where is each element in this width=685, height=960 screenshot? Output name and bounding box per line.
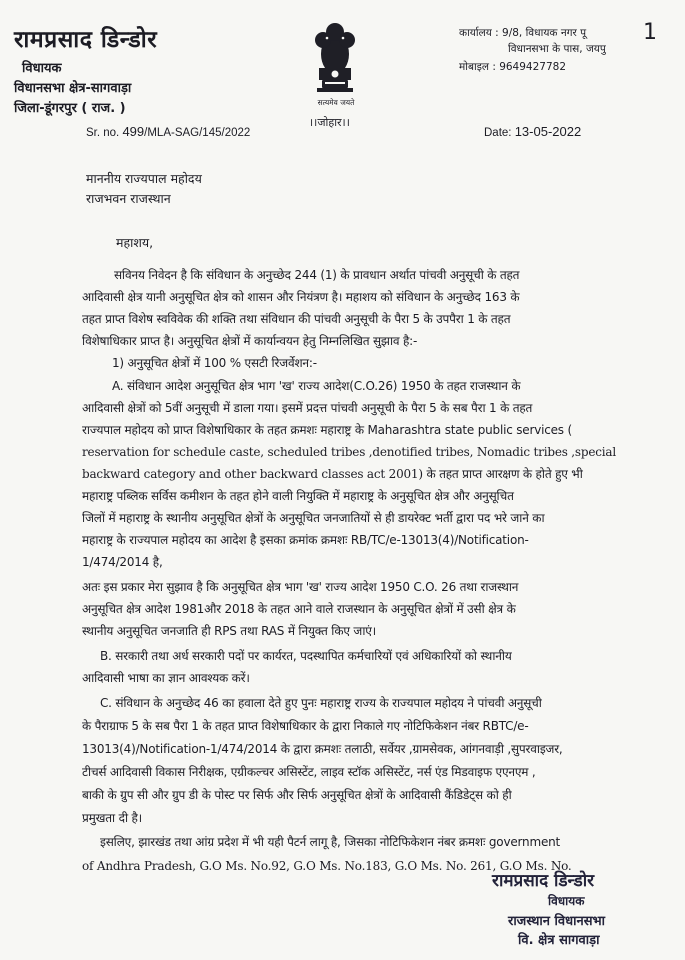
emblem-motto: सत्यमेव जयते xyxy=(317,98,355,107)
body-line: महाराष्ट्र पब्लिक सर्विस कमीशन के तहत होने वाली नियुक्ति में महाराष्ट्र के अनुसूचित क्षेत्र और अनुसूचित xyxy=(82,489,514,503)
state-emblem-icon xyxy=(301,14,367,104)
date-value: 13-05-2022 xyxy=(514,124,582,139)
sender-district: जिला-डूंगरपुर ( राज. ) xyxy=(14,101,126,116)
body-line: अतः इस प्रकार मेरा सुझाव है कि अनुसूचित क्षेत्र भाग 'ख' राज्य आदेश 1950 C.O. 26 तथा राजस्थान xyxy=(82,580,519,594)
stamp-designation: विधायक xyxy=(548,894,585,908)
body-line: प्रमुखता दी है। xyxy=(82,811,142,825)
body-line: इसलिए, झारखंड तथा आंग्र प्रदेश में भी यही पैटर्न लागू है, जिसका नोटिफिकेशन नंबर क्रमशः government xyxy=(100,835,561,849)
body-line: 1/474/2014 है, xyxy=(82,555,163,569)
body-line: backward category and other backward classes act 2001) के तहत प्राप्त आरक्षण के होते हुए भी xyxy=(82,467,583,481)
page-number: 1 xyxy=(643,20,657,45)
johar-greeting: ।।जोहार।। xyxy=(309,116,350,129)
body-line: आदिवासी क्षेत्रों को 5वीं अनुसूची में डाला गया। इसमें प्रदत्त पांचवी अनुसूची के पैरा 5 के सब पैरा 1 के तहत xyxy=(82,401,533,415)
body-line: C. संविधान के अनुच्छेद 46 का हवाला देते हुए पुनः महाराष्ट्र राज्य के राज्यपाल महोदय ने पांचवी अनुसूची xyxy=(100,696,542,710)
body-line: of Andhra Pradesh, G.O Ms. No.92, G.O Ms. No.183, G.O Ms. No. 261, G.O Ms. No. xyxy=(82,859,572,873)
reference-number xyxy=(86,124,250,139)
sender-designation: विधायक xyxy=(22,61,62,76)
body-line: 13013(4)/Notification-1/474/2014 के द्वारा क्रमशः तलाठी, सर्वेयर ,ग्रामसेवक, आंगनवाड़ी ,सुपरवाइजर, xyxy=(82,742,563,756)
salutation: महाशय, xyxy=(116,235,154,250)
stamp-name: रामप्रसाद डिन्डोर xyxy=(492,871,595,891)
mobile-number: मोबाइल : 9649427782 xyxy=(459,61,567,73)
body-line: reservation for schedule caste, scheduled tribes ,denotified tribes, Nomadic tribes ,special xyxy=(82,445,617,459)
body-line: आदिवासी क्षेत्र यानी अनुसूचित क्षेत्र को शासन और नियंत्रण है। महाशय को संविधान के अनुच्छेद 163 के xyxy=(82,290,520,304)
office-address-line1: कार्यालय : 9/8, विधायक नगर पू xyxy=(459,27,587,39)
stamp-assembly: राजस्थान विधानसभा xyxy=(508,914,606,929)
body-line: A. संविधान आदेश अनुसूचित क्षेत्र भाग 'ख' राज्य आदेश(C.O.26) 1950 के तहत राजस्थान के xyxy=(112,379,521,393)
stamp-constituency: वि. क्षेत्र सागवाड़ा xyxy=(518,933,600,948)
reference-code: /MLA-SAG/145/2022 xyxy=(144,127,251,139)
body-line: जिलों में महाराष्ट्र के स्थानीय अनुसूचित क्षेत्रों के अनुसूचित जनजातियों से ही डायरेक्ट भर्ती द्वारा पद भरे जाने का xyxy=(82,511,545,525)
body-line: 1) अनुसूचित क्षेत्रों में 100 % एसटी रिजर्वेशन:- xyxy=(112,356,317,370)
date-label: Date: xyxy=(484,127,512,139)
body-line: के पैराग्राफ 5 के सब पैरा 1 के तहत प्राप्त विशेषाधिकार के द्वारा निकाले गए नोटिफिकेशन नंबर RBTC/e- xyxy=(82,719,529,733)
letter-date xyxy=(484,124,581,139)
body-line: राज्यपाल महोदय को प्राप्त विशेषाधिकार के तहत क्रमशः महाराष्ट्र के Maharashtra state public services ( xyxy=(82,423,572,437)
body-line: आदिवासी भाषा का ज्ञान आवश्यक करें। xyxy=(82,671,250,685)
addressee-line1: माननीय राज्यपाल महोदय xyxy=(86,171,202,186)
addressee-line2: राजभवन राजस्थान xyxy=(86,191,171,206)
office-address-line2: विधानसभा के पास, जयपु xyxy=(508,43,606,55)
body-line: विशेषाधिकार प्राप्त है। अनुसूचित क्षेत्रों में कार्यान्वयन हेतु निम्नलिखित सुझाव है:- xyxy=(82,334,418,348)
body-line: तहत प्राप्त विशेष स्वविवेक की शक्ति तथा संविधान की पांचवी अनुसूची के पैरा 5 के उपपैरा 1 के तहत xyxy=(82,312,511,326)
reference-prefix: Sr. no. xyxy=(86,127,120,139)
body-line: टीचर्स आदिवासी विकास निरीक्षक, एग्रीकल्चर असिस्टेंट, लाइव स्टॉक असिस्टेंट, नर्स एंड मिडवाइफ एएनएम , xyxy=(82,765,536,779)
body-line: B. सरकारी तथा अर्ध सरकारी पदों पर कार्यरत, पदस्थापित कर्मचारियों एवं अधिकारियों को स्थानीय xyxy=(100,649,512,663)
sender-name: रामप्रसाद डिन्डोर xyxy=(14,27,158,53)
reference-serial: 499 xyxy=(122,124,145,139)
body-line: स्थानीय अनुसूचित जनजाति ही RPS तथा RAS में नियुक्त किए जाएं। xyxy=(82,624,377,638)
body-line: महाराष्ट्र के राज्यपाल महोदय का आदेश है इसका क्रमांक क्रमशः RB/TC/e-13013(4)/Notification- xyxy=(82,533,529,547)
sender-constituency: विधानसभा क्षेत्र-सागवाड़ा xyxy=(14,81,132,96)
body-line: अनुसूचित क्षेत्र आदेश 1981और 2018 के तहत आने वाले राजस्थान के अनुसूचित क्षेत्रों में उसी क्षेत्र के xyxy=(82,602,516,616)
body-line: बाकी के ग्रुप सी और ग्रुप डी के पोस्ट पर सिर्फ और सिर्फ अनुसूचित क्षेत्रों के आदिवासी कैंडिडेट्स को ही xyxy=(82,788,512,802)
body-line: सविनय निवेदन है कि संविधान के अनुच्छेद 244 (1) के प्रावधान अर्थात पांचवी अनुसूची के तहत xyxy=(114,268,520,282)
